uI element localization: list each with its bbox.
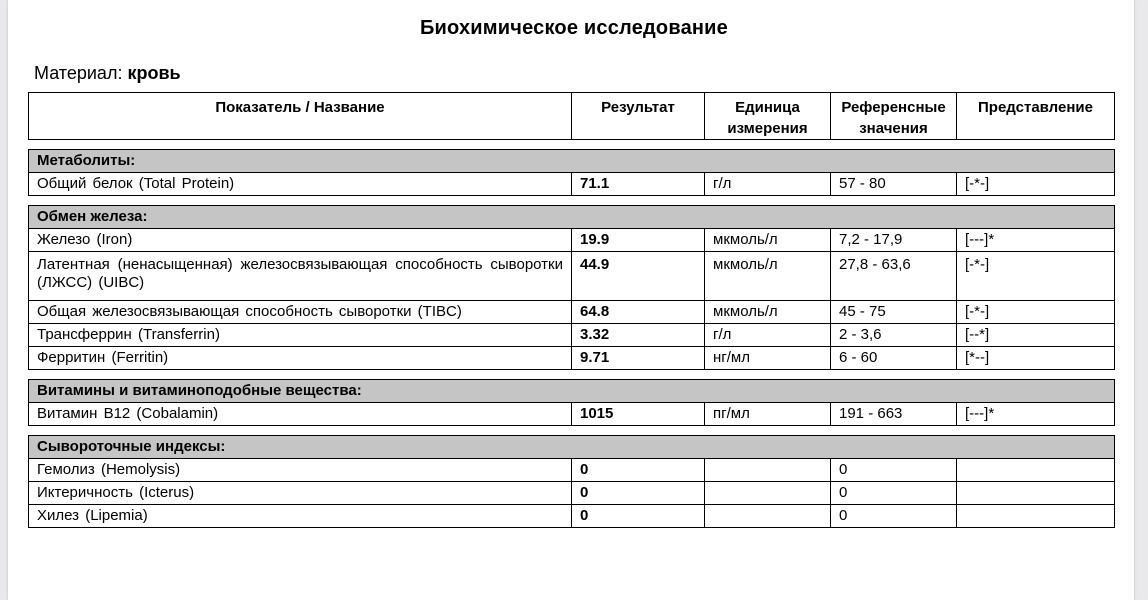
section-header	[29, 150, 1115, 173]
unit-value	[705, 482, 831, 505]
header-reference: Референсные значения	[831, 93, 957, 140]
table-row	[29, 347, 1115, 370]
representation-value: [-*-]	[957, 252, 1115, 301]
table-row	[29, 482, 1115, 505]
results-table	[28, 92, 1115, 528]
result-value: 64.8	[572, 301, 705, 324]
result-value: 3.32	[572, 324, 705, 347]
page-title: Биохимическое исследование	[419, 17, 728, 39]
representation-value: [---]*	[957, 403, 1115, 426]
representation-value: [-*-]	[957, 173, 1115, 196]
indicator-name: Общая железосвязывающая способность сыворотки (TIBC)	[29, 301, 572, 324]
unit-value: мкмоль/л	[705, 252, 831, 301]
indicator-name: Латентная (ненасыщенная) железосвязывающая способность сыворотки (ЛЖСС) (UIBC)	[29, 252, 572, 301]
result-value: 19.9	[572, 229, 705, 252]
table-row	[29, 459, 1115, 482]
reference-range: 7,2 - 17,9	[831, 229, 957, 252]
section-header	[29, 206, 1115, 229]
reference-range: 0	[831, 482, 957, 505]
section-spacer	[29, 196, 1115, 206]
unit-value: г/л	[705, 324, 831, 347]
section-title: Витамины и витаминоподобные вещества:	[29, 380, 1115, 403]
header-name: Показатель / Название	[29, 93, 572, 140]
reference-range: 0	[831, 459, 957, 482]
header-unit: Единица измерения	[705, 93, 831, 140]
result-value: 0	[572, 459, 705, 482]
reference-range: 2 - 3,6	[831, 324, 957, 347]
representation-value	[957, 459, 1115, 482]
result-value: 44.9	[572, 252, 705, 301]
table-row	[29, 505, 1115, 528]
table-header-row	[29, 93, 1115, 140]
unit-value: г/л	[705, 173, 831, 196]
indicator-name: Железо (Iron)	[29, 229, 572, 252]
indicator-name: Ферритин (Ferritin)	[29, 347, 572, 370]
indicator-name: Общий белок (Total Protein)	[29, 173, 572, 196]
material-line	[34, 63, 181, 84]
section-spacer	[29, 370, 1115, 380]
section-header	[29, 380, 1115, 403]
table-row	[29, 403, 1115, 426]
table-row	[29, 324, 1115, 347]
unit-value: пг/мл	[705, 403, 831, 426]
reference-range: 191 - 663	[831, 403, 957, 426]
header-result: Результат	[572, 93, 705, 140]
result-value: 0	[572, 505, 705, 528]
unit-value	[705, 505, 831, 528]
representation-value	[957, 505, 1115, 528]
material-value: кровь	[127, 63, 181, 83]
section-header	[29, 436, 1115, 459]
representation-value: [---]*	[957, 229, 1115, 252]
material-label: Материал:	[34, 63, 123, 83]
unit-value: мкмоль/л	[705, 301, 831, 324]
representation-value	[957, 482, 1115, 505]
reference-range: 0	[831, 505, 957, 528]
result-value: 9.71	[572, 347, 705, 370]
unit-value	[705, 459, 831, 482]
reference-range: 45 - 75	[831, 301, 957, 324]
header-view: Представление	[957, 93, 1115, 140]
spacer-cell	[29, 426, 1115, 436]
indicator-name: Хилез (Lipemia)	[29, 505, 572, 528]
indicator-name: Гемолиз (Hemolysis)	[29, 459, 572, 482]
spacer-cell	[29, 196, 1115, 206]
document-page	[8, 0, 1134, 600]
indicator-name: Иктеричность (Icterus)	[29, 482, 572, 505]
indicator-name: Витамин B12 (Cobalamin)	[29, 403, 572, 426]
section-title: Метаболиты:	[29, 150, 1115, 173]
table-body	[29, 140, 1115, 528]
reference-range: 27,8 - 63,6	[831, 252, 957, 301]
representation-value: [-*-]	[957, 301, 1115, 324]
section-title: Обмен железа:	[29, 206, 1115, 229]
table-row	[29, 229, 1115, 252]
spacer-cell	[29, 370, 1115, 380]
reference-range: 57 - 80	[831, 173, 957, 196]
unit-value: нг/мл	[705, 347, 831, 370]
spacer-cell	[29, 140, 1115, 150]
section-title: Сывороточные индексы:	[29, 436, 1115, 459]
representation-value: [--*]	[957, 324, 1115, 347]
table-row	[29, 301, 1115, 324]
representation-value: [*--]	[957, 347, 1115, 370]
unit-value: мкмоль/л	[705, 229, 831, 252]
result-value: 71.1	[572, 173, 705, 196]
indicator-name: Трансферрин (Transferrin)	[29, 324, 572, 347]
section-spacer	[29, 140, 1115, 150]
section-spacer	[29, 426, 1115, 436]
table-row	[29, 252, 1115, 301]
table-row	[29, 173, 1115, 196]
reference-range: 6 - 60	[831, 347, 957, 370]
result-value: 1015	[572, 403, 705, 426]
result-value: 0	[572, 482, 705, 505]
